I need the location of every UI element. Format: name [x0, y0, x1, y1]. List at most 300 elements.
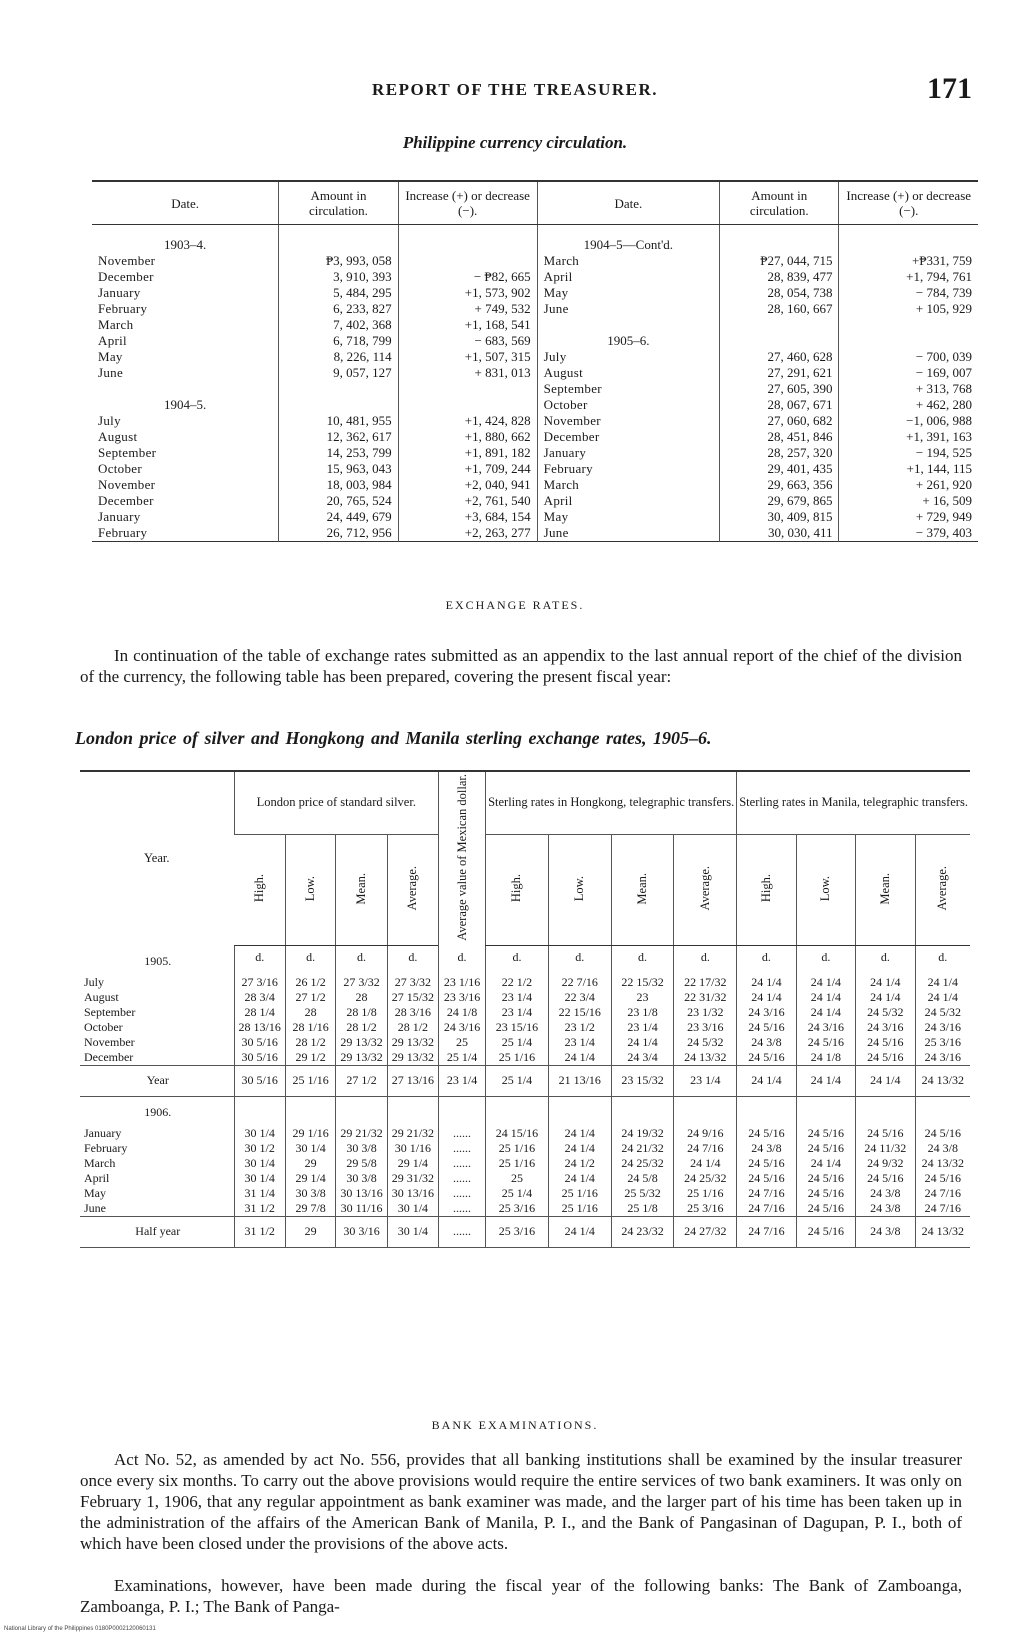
date-cell: 1904–5—Cont'd.: [537, 225, 719, 254]
rate-cell: 24 3/8: [737, 1035, 796, 1050]
rate-cell: 24 5/16: [796, 1186, 855, 1201]
currency-col-header: Increase (+) or decrease (−).: [839, 181, 978, 225]
rate-cell: 24 13/32: [915, 1156, 970, 1171]
change-cell: + 313, 768: [839, 381, 978, 397]
amount-cell: 28, 160, 667: [720, 301, 839, 317]
date-cell: February: [537, 461, 719, 477]
table-row: [92, 349, 978, 365]
sub-col-header: [486, 834, 549, 946]
change-cell: +2, 040, 941: [398, 477, 537, 493]
change-cell: + 105, 929: [839, 301, 978, 317]
date-cell: August: [537, 365, 719, 381]
amount-cell: 28, 839, 477: [720, 269, 839, 285]
amount-cell: 29, 663, 356: [720, 477, 839, 493]
scan-footer-note: National Library of the Philippines 0180P0002120060131: [4, 1626, 156, 1632]
rate-cell: 28 1/16: [285, 1020, 335, 1035]
rate-cell: 29 13/32: [336, 1035, 387, 1050]
rate-cell: 24 5/16: [737, 1120, 796, 1141]
rate-cell: 24 15/16: [486, 1120, 549, 1141]
rate-cell: 23 15/32: [611, 1065, 674, 1096]
amount-cell: 6, 233, 827: [279, 301, 398, 317]
row-label: January: [84, 1125, 122, 1140]
amount-cell: 8, 226, 114: [279, 349, 398, 365]
rate-cell: 29 31/32: [387, 1171, 438, 1186]
rate-cell: d.: [674, 946, 737, 969]
rate-cell: [737, 1096, 796, 1120]
rate-cell: [234, 1096, 285, 1120]
amount-cell: 27, 460, 628: [720, 349, 839, 365]
sub-col-header: [387, 834, 438, 946]
rate-cell: 24 3/16: [915, 1050, 970, 1066]
london-silver-group-header: London price of standard silver.: [234, 771, 438, 834]
currency-col-header: Date.: [92, 181, 279, 225]
rate-cell: 28 1/2: [285, 1035, 335, 1050]
rate-cell: 29 1/16: [285, 1120, 335, 1141]
rate-cell: 24 1/4: [548, 1141, 611, 1156]
rate-cell: 23 1/2: [548, 1020, 611, 1035]
rate-cell: 24 21/32: [611, 1141, 674, 1156]
rate-cell: 27 15/32: [387, 990, 438, 1005]
rate-cell: 29 1/4: [387, 1156, 438, 1171]
rate-cell: 30 3/8: [336, 1171, 387, 1186]
date-cell: October: [537, 397, 719, 413]
manila-group-header: Sterling rates in Manila, telegraphic transfers.: [737, 771, 970, 834]
rate-cell: 26 1/2: [285, 969, 335, 990]
bank-paragraph-2: Examinations, however, have been made during the fiscal year of the following banks: The Bank of Zamboanga, Zamboanga, P. I.; The Bank of Panga-: [80, 1576, 962, 1616]
rate-cell: 23 1/4: [611, 1020, 674, 1035]
rate-cell: 30 13/16: [336, 1186, 387, 1201]
table-row: [80, 1065, 970, 1096]
rate-cell: 24 1/4: [915, 990, 970, 1005]
change-cell: +1, 794, 761: [839, 269, 978, 285]
change-cell: +2, 761, 540: [398, 493, 537, 509]
date-cell: [92, 381, 279, 397]
rate-cell: 31 1/4: [234, 1186, 285, 1201]
change-cell: − 194, 525: [839, 445, 978, 461]
date-cell: November: [98, 253, 156, 268]
table-row: [92, 333, 978, 349]
sub-col-header: [856, 834, 915, 946]
amount-cell: [279, 225, 398, 254]
rate-cell: 24 1/4: [856, 990, 915, 1005]
rate-cell: 25 5/32: [611, 1186, 674, 1201]
rate-cell: 25 1/16: [674, 1186, 737, 1201]
row-label: July: [84, 974, 105, 989]
date-cell: January: [537, 445, 719, 461]
rate-cell: 24 5/16: [796, 1141, 855, 1156]
currency-col-header: Amount in circulation.: [279, 181, 398, 225]
date-cell: December: [537, 429, 719, 445]
date-cell: July: [537, 349, 719, 365]
date-cell: [537, 317, 719, 333]
date-cell: January: [98, 285, 141, 300]
amount-cell: 26, 712, 956: [279, 525, 398, 542]
rate-cell: 24 11/32: [856, 1141, 915, 1156]
rate-cell: 22 31/32: [674, 990, 737, 1005]
rate-cell: 28 1/8: [336, 1005, 387, 1020]
rate-cell: 24 1/8: [796, 1050, 855, 1066]
rate-cell: 25: [439, 1035, 486, 1050]
date-cell: March: [537, 253, 719, 269]
sub-col-header: [796, 834, 855, 946]
rate-cell: 24 1/4: [796, 969, 855, 990]
page-number: 171: [927, 72, 972, 105]
rate-cell: 24 1/4: [856, 969, 915, 990]
rate-cell: 23 1/4: [548, 1035, 611, 1050]
sub-col-header: [674, 834, 737, 946]
rate-cell: 24 3/16: [439, 1020, 486, 1035]
rate-cell: ......: [439, 1171, 486, 1186]
rate-cell: 30 1/16: [387, 1141, 438, 1156]
amount-cell: 9, 057, 127: [279, 365, 398, 381]
exchange-table-caption: London price of silver and Hongkong and Manila sterling exchange rates, 1905–6.: [75, 728, 712, 748]
rate-cell: 27 13/16: [387, 1065, 438, 1096]
date-cell: June: [537, 525, 719, 542]
row-label: Half year: [80, 1216, 234, 1247]
rate-cell: 30 11/16: [336, 1201, 387, 1217]
amount-cell: [720, 317, 839, 333]
date-cell: September: [537, 381, 719, 397]
rate-cell: [285, 1096, 335, 1120]
rate-cell: 24 5/16: [856, 1120, 915, 1141]
table-row: [80, 990, 970, 1005]
rate-cell: 24 3/8: [737, 1141, 796, 1156]
rate-cell: 28 3/16: [387, 1005, 438, 1020]
table-row: [80, 969, 970, 990]
row-label: February: [84, 1140, 128, 1155]
sub-col-header-label: Low.: [818, 875, 833, 901]
rate-cell: d.: [611, 946, 674, 969]
rate-cell: 24 19/32: [611, 1120, 674, 1141]
rate-cell: 24 1/4: [611, 1035, 674, 1050]
rate-cell: 30 1/4: [387, 1216, 438, 1247]
row-label: October: [84, 1019, 123, 1034]
amount-cell: 24, 449, 679: [279, 509, 398, 525]
amount-cell: 6, 718, 799: [279, 333, 398, 349]
rate-cell: 24 25/32: [674, 1171, 737, 1186]
change-cell: +1, 880, 662: [398, 429, 537, 445]
date-cell: May: [98, 349, 123, 364]
rate-cell: 30 1/4: [234, 1171, 285, 1186]
change-cell: [398, 381, 537, 397]
rate-cell: 24 1/4: [548, 1050, 611, 1066]
rate-cell: 30 1/4: [234, 1156, 285, 1171]
rate-cell: 22 3/4: [548, 990, 611, 1005]
change-cell: − 784, 739: [839, 285, 978, 301]
rate-cell: 31 1/2: [234, 1201, 285, 1217]
rate-cell: [915, 1096, 970, 1120]
rate-cell: 24 5/16: [796, 1216, 855, 1247]
table-row: [80, 1120, 970, 1141]
rate-cell: 28 1/2: [336, 1020, 387, 1035]
rate-cell: 22 7/16: [548, 969, 611, 990]
rate-cell: ......: [439, 1156, 486, 1171]
rate-cell: 24 5/16: [737, 1171, 796, 1186]
change-cell: [839, 317, 978, 333]
rate-cell: 24 7/16: [737, 1186, 796, 1201]
rate-cell: [856, 1096, 915, 1120]
rate-cell: [796, 1096, 855, 1120]
sub-col-header-label: Average.: [935, 866, 950, 911]
change-cell: +1, 507, 315: [398, 349, 537, 365]
date-cell: January: [98, 509, 141, 524]
rate-cell: 24 1/4: [796, 990, 855, 1005]
rate-cell: 24 23/32: [611, 1216, 674, 1247]
table-row: [92, 397, 978, 413]
table-row: [92, 461, 978, 477]
rate-cell: 24 1/4: [915, 969, 970, 990]
rate-cell: 24 3/8: [856, 1216, 915, 1247]
rate-cell: 24 3/16: [737, 1005, 796, 1020]
date-cell: February: [98, 301, 148, 316]
year-col-header: Year.: [144, 851, 170, 866]
change-cell: +2, 263, 277: [398, 525, 537, 542]
rate-cell: 27 3/16: [234, 969, 285, 990]
rate-cell: 29 7/8: [285, 1201, 335, 1217]
rate-cell: 24 7/16: [737, 1216, 796, 1247]
rate-cell: 24 1/2: [548, 1156, 611, 1171]
rate-cell: 30 13/16: [387, 1186, 438, 1201]
rate-cell: 24 1/4: [548, 1120, 611, 1141]
table-row: [92, 365, 978, 381]
rate-cell: d.: [439, 946, 486, 969]
amount-cell: 28, 054, 738: [720, 285, 839, 301]
rate-cell: 24 1/4: [674, 1156, 737, 1171]
rate-cell: 29 21/32: [336, 1120, 387, 1141]
rate-cell: [486, 1096, 549, 1120]
amount-cell: 28, 067, 671: [720, 397, 839, 413]
rate-cell: 24 1/4: [737, 990, 796, 1005]
table-row: [92, 445, 978, 461]
rate-cell: 24 9/16: [674, 1120, 737, 1141]
rate-cell: 24 5/32: [915, 1005, 970, 1020]
change-cell: [398, 253, 537, 269]
table-row: [92, 285, 978, 301]
rate-cell: 30 5/16: [234, 1065, 285, 1096]
rate-cell: 27 3/32: [336, 969, 387, 990]
sub-col-header-label: High.: [758, 874, 773, 903]
date-cell: March: [537, 477, 719, 493]
rate-cell: d.: [856, 946, 915, 969]
rate-cell: 23: [611, 990, 674, 1005]
amount-cell: 14, 253, 799: [279, 445, 398, 461]
sub-col-header-label: Mean.: [635, 872, 650, 905]
bank-paragraph-1: Act No. 52, as amended by act No. 556, provides that all banking institutions shall be examined by the insular treasurer once every six months. To carry out the above provisions would require the entire services of two bank examiners. It was only on February 1, 1906, that any regular appointment as bank examiner was made, and the larger part of his time has been taken up in the administration of the affairs of the American Bank of Manila, P. I., and the Bank of Pangasinan of Dagupan, P. I., both of which have been closed under the provisions of the above acts.: [80, 1450, 962, 1553]
table-row: [80, 946, 970, 969]
rate-cell: 24 5/16: [856, 1050, 915, 1066]
rate-cell: 24 1/4: [737, 1065, 796, 1096]
table-row: [80, 1156, 970, 1171]
rate-cell: 22 15/32: [611, 969, 674, 990]
date-cell: 1905–6.: [537, 333, 719, 349]
rate-cell: 25 1/16: [486, 1050, 549, 1066]
change-cell: +1, 144, 115: [839, 461, 978, 477]
rate-cell: 24 3/16: [796, 1020, 855, 1035]
rate-cell: 24 5/16: [796, 1120, 855, 1141]
amount-cell: 27, 060, 682: [720, 413, 839, 429]
sub-col-header: [336, 834, 387, 946]
date-cell: June: [537, 301, 719, 317]
change-cell: +₱331, 759: [839, 253, 978, 269]
amount-cell: 18, 003, 984: [279, 477, 398, 493]
rate-cell: 24 5/16: [856, 1171, 915, 1186]
rate-cell: 29: [285, 1216, 335, 1247]
sub-col-header-label: Average.: [697, 866, 712, 911]
sub-col-header: [611, 834, 674, 946]
amount-cell: [720, 225, 839, 254]
change-cell: +1, 709, 244: [398, 461, 537, 477]
row-label: December: [84, 1049, 134, 1064]
rate-cell: 27 1/2: [285, 990, 335, 1005]
currency-circulation-table: [92, 180, 978, 542]
avg-mexican-dollar-label: Average value of Mexican dollar.: [454, 774, 469, 941]
rate-cell: 25: [486, 1171, 549, 1186]
rate-cell: 24 5/16: [915, 1120, 970, 1141]
row-label: April: [84, 1170, 110, 1185]
row-label: August: [84, 989, 119, 1004]
date-cell: April: [537, 493, 719, 509]
amount-cell: 28, 257, 320: [720, 445, 839, 461]
rate-cell: 23 3/16: [439, 990, 486, 1005]
rate-cell: [387, 1096, 438, 1120]
rate-cell: ......: [439, 1141, 486, 1156]
rate-cell: 24 5/16: [737, 1020, 796, 1035]
rate-cell: 22 17/32: [674, 969, 737, 990]
sub-col-header: [285, 834, 335, 946]
row-label: 1906.: [144, 1104, 172, 1119]
change-cell: + 462, 280: [839, 397, 978, 413]
rate-cell: [611, 1096, 674, 1120]
currency-col-header: Amount in circulation.: [720, 181, 839, 225]
sub-col-header: [737, 834, 796, 946]
table-row: [92, 413, 978, 429]
sub-col-header-label: High.: [251, 874, 266, 903]
row-label: Year: [80, 1065, 234, 1096]
rate-cell: 25 1/8: [611, 1201, 674, 1217]
date-cell: September: [98, 445, 157, 460]
change-cell: + 749, 532: [398, 301, 537, 317]
rate-cell: 24 3/4: [611, 1050, 674, 1066]
rate-cell: [548, 1096, 611, 1120]
amount-cell: ₱27, 044, 715: [720, 253, 839, 269]
date-cell: May: [537, 285, 719, 301]
rate-cell: 21 13/16: [548, 1065, 611, 1096]
rate-cell: 24 13/32: [674, 1050, 737, 1066]
rate-cell: 24 3/8: [856, 1186, 915, 1201]
table-row: [92, 429, 978, 445]
change-cell: + 261, 920: [839, 477, 978, 493]
rate-cell: 24 5/16: [737, 1050, 796, 1066]
change-cell: [398, 397, 537, 413]
rate-cell: 25 1/16: [486, 1141, 549, 1156]
rate-cell: 25 1/16: [548, 1186, 611, 1201]
change-cell: + 16, 509: [839, 493, 978, 509]
sub-col-header-label: Mean.: [354, 872, 369, 905]
date-cell: 1903–4.: [164, 237, 207, 252]
change-cell: +1, 391, 163: [839, 429, 978, 445]
amount-cell: 15, 963, 043: [279, 461, 398, 477]
table-row: [92, 225, 978, 254]
rate-cell: 30 5/16: [234, 1050, 285, 1066]
rate-cell: 24 7/16: [674, 1141, 737, 1156]
row-label: 1905.: [144, 953, 172, 968]
rate-cell: 25 1/16: [486, 1156, 549, 1171]
rate-cell: 25 1/4: [486, 1065, 549, 1096]
amount-cell: 10, 481, 955: [279, 413, 398, 429]
table-row: [80, 1096, 970, 1120]
change-cell: +1, 573, 902: [398, 285, 537, 301]
rate-cell: 28 1/2: [387, 1020, 438, 1035]
rate-cell: 29 21/32: [387, 1120, 438, 1141]
currency-table-caption: Philippine currency circulation.: [402, 133, 628, 152]
change-cell: +1, 424, 828: [398, 413, 537, 429]
rate-cell: ......: [439, 1201, 486, 1217]
amount-cell: 30, 409, 815: [720, 509, 839, 525]
rate-cell: 24 27/32: [674, 1216, 737, 1247]
rate-cell: 29 13/32: [387, 1035, 438, 1050]
rate-cell: 23 1/32: [674, 1005, 737, 1020]
sub-col-header-label: Low.: [572, 875, 587, 901]
rate-cell: 29: [285, 1156, 335, 1171]
rate-cell: ......: [439, 1216, 486, 1247]
change-cell: [839, 225, 978, 254]
amount-cell: [279, 397, 398, 413]
rate-cell: [674, 1096, 737, 1120]
rate-cell: 24 1/4: [796, 1065, 855, 1096]
table-row: [80, 1216, 970, 1247]
rate-cell: 30 1/2: [234, 1141, 285, 1156]
rate-cell: d.: [548, 946, 611, 969]
rate-cell: 23 3/16: [674, 1020, 737, 1035]
change-cell: +1, 168, 541: [398, 317, 537, 333]
rate-cell: 29 1/4: [285, 1171, 335, 1186]
rate-cell: 28 3/4: [234, 990, 285, 1005]
rate-cell: 24 1/4: [548, 1216, 611, 1247]
amount-cell: [279, 381, 398, 397]
table-row: [80, 1171, 970, 1186]
row-label: June: [84, 1200, 106, 1215]
amount-cell: 20, 765, 524: [279, 493, 398, 509]
change-cell: −1, 006, 988: [839, 413, 978, 429]
rate-cell: 24 1/4: [796, 1156, 855, 1171]
amount-cell: 29, 401, 435: [720, 461, 839, 477]
amount-cell: 28, 451, 846: [720, 429, 839, 445]
exchange-rates-table: [80, 770, 970, 1248]
table-row: [80, 1141, 970, 1156]
row-label: November: [84, 1034, 135, 1049]
table-row: [92, 493, 978, 509]
rate-cell: d.: [234, 946, 285, 969]
date-cell: November: [537, 413, 719, 429]
rate-cell: 23 15/16: [486, 1020, 549, 1035]
rate-cell: 24 5/16: [796, 1171, 855, 1186]
rate-cell: 25 1/4: [486, 1186, 549, 1201]
rate-cell: 23 1/4: [486, 1005, 549, 1020]
table-row: [92, 381, 978, 397]
rate-cell: 24 1/4: [856, 1065, 915, 1096]
bank-examinations-heading: BANK EXAMINATIONS.: [431, 1418, 599, 1432]
date-cell: February: [98, 525, 148, 540]
rate-cell: 24 9/32: [856, 1156, 915, 1171]
rate-cell: 29 13/32: [387, 1050, 438, 1066]
table-row: [80, 1005, 970, 1020]
change-cell: − ₱82, 665: [398, 269, 537, 285]
amount-cell: 27, 605, 390: [720, 381, 839, 397]
rate-cell: 24 1/4: [796, 1005, 855, 1020]
rate-cell: 30 3/8: [336, 1141, 387, 1156]
rate-cell: 22 15/16: [548, 1005, 611, 1020]
amount-cell: 7, 402, 368: [279, 317, 398, 333]
